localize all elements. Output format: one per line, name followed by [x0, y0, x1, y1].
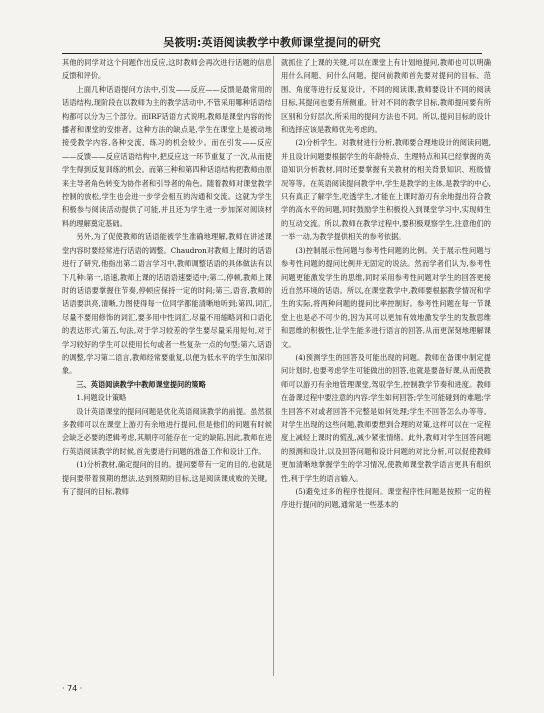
paragraph: 上面几种话语提问方法中,引发——反应——反馈是最常用的话语结构,现阶段在以教师为主的教学活动中,不管采用哪种话语结构都可以分为三个部分。而IRF话语方式说明,教师是课堂内容的传播者和课堂的安排者。这种方法的缺点是,学生在课堂上是被动地接受教学内容,各种交流、练习的机会较少。而在引发——反应——反馈——反应话语结构中,把反应这一环节重复了一次,从而使学生得到反复训练的机会。而第三种和第四种话语结构把教师由原来主导者角色转变为协作者和引导者的角色。随着教师对课堂教学控制的放松,学生也会进一步学会相互的沟通和交流。这就为学生积极参与阅读活动提供了可能,并且还为学生进一步加深对阅读材料的理解奠定基础。 — [62, 84, 272, 228]
paragraph: (3)控制展示性问题与参考性问题的比例。关于展示性问题与参考性问题的提问比例并无固定的说法。然而学者们认为,参考性问题更能激发学生的思维,同时采用参考性问题对学生的回答更接近自然环境的话语。所以,在课堂教学中,教师要根据教学情况和学生的实际,将两种问题的提问比率控制好。参考性问题在每一节课堂上也是必不可少的,因为其可以更加有效地激发学生的发散思维和思维的积极性,让学生能多进行语言的回答,从而更深刻地理解课文。 — [281, 245, 491, 349]
right-column — [281, 56, 491, 676]
paragraph: 就抓住了上课的关键,可以在课堂上有计划地提问,教师也可以明确用什么问题、问什么问题。提问前教师首先要对提问的目标、范围、角度等进行反复设计。不同的阅读课,教师要设计不同的阅读目标,其提问也要有所侧重。针对不同的教学目标,教师提问要有所区别和分好层次,所采用的提问方法也不同。所以,提问目标的设计和选择应该是教师优先考虑的。 — [281, 58, 491, 135]
page-number: · 74 · — [62, 684, 83, 693]
paragraph: 另外,为了促使教师的话语能被学生准确地理解,教师在讲述课堂内容时要经常进行话语的调整。Chaudron对教师上课时的话语进行了研究,他指出第二语言学习中,教师调整话语的具体做法有以下几种:第一,语速,教师上课的话语语速要适中;第二,停顿,教师上课时的话语要掌握住节奏,停顿应保持一定的时间;第三,语音,教师的话语要洪亮,清晰,力图使得每一位同学都能清晰地听到;第四,词汇,尽量不要用修饰的词汇,要多用中性词汇,尽量不用缩略词和口语化的表达形式;第五,句法,对于学习较差的学生要尽量采用短句,对于学习较好的学生可以使用长句或者一些复杂一点的句型;第六,话语的调整,学习第二语言,教师经常要重复,以便为低水平的学生加深印象。 — [62, 232, 272, 376]
paragraph: (4)预测学生的回答及可能出现的问题。教师在备课中制定提问计划时,也要考虑学生可能做出的回答,也就是要备好课,从而使教师可以游刃有余地管理课堂,驾驭学生,控制教学节奏和进度。教师在备课过程中要注意的内容:学生如何回答;学生可能碰到的难题;学生回答不对或者回答不完整是如何处理;学生不回答怎么办等等。对学生出现的这些问题,教师要想到合理的对策,这样可以在一定程度上减轻上课时的慌乱,减少紧张情绪。此外,教师对学生回答问题的预测和设计,以及回答问题和设计问题的对比分析,可以促使教师更加清晰地掌握学生的学习情况,使教师课堂教学语言更具有组织性,利于学生的语言输入。 — [281, 352, 491, 483]
paragraph: 设计英语课堂的提问问题是优化英语阅读教学的前提。虽然很多教师可以在课堂上游刃有余地进行提问,但是他们的问题有时候会缺乏必要的逻辑考虑,其顺序可能存在一定的缺陷,因此,教师在进行英语阅读教学的时候,首先要进行问题的准备工作和设计工作。 — [62, 406, 272, 456]
sub-heading: 1.问题设计策略 — [76, 393, 127, 403]
header-rule — [62, 53, 482, 54]
column-divider — [273, 56, 274, 676]
paragraph: (2)分析学生。对教材进行分析,教师要合理地设计的阅读问题,并且设计问题要根据学生的年龄特点、生理特点和其已经掌握的英语知识分析教材,同时还要掌握有关教材的相关背景知识、班级情况等等。在英语阅读提问教学中,学生是教学的主体,是教学的中心,只有真正了解学生,吃透学生,才能在上课时游刃有余地提出符合教学的高水平的问题,同时鼓励学生积极投入到课堂学习中,实现师生的互动交流。所以,教师在教学过程中,要积极观察学生,注意他们的一举一动,为教学提供相关的参考依据。 — [281, 138, 491, 242]
running-header-title: 吴筱明:英语阅读教学中教师课堂提问的研究 — [163, 36, 381, 49]
section-heading: 三、英语阅读教学中教师课堂提问的策略 — [76, 379, 206, 389]
paragraph: (5)避免过多的程序性提问。课堂程序性问题是按照一定的程序进行提问的问题,通常是一些基本的 — [281, 487, 491, 510]
left-column — [62, 56, 272, 676]
paragraph: (1)分析教材,确定提问的目的。提问要带有一定的目的,也就是提问要带着预期的想法,达到预期的目标,这是阅读课成败的关键。有了提问的目标,教师 — [62, 460, 272, 496]
paragraph: 其他的同学对这个问题作出反应,这时教师会再次进行话题的信息反馈和评价。 — [62, 58, 272, 81]
